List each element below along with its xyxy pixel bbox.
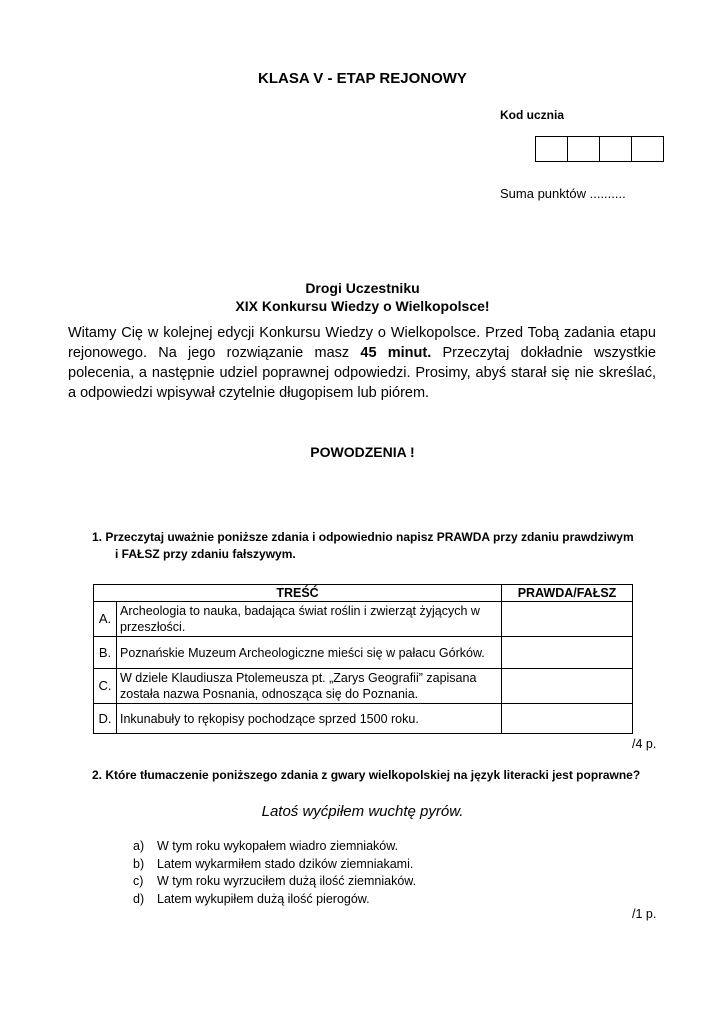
question-2-points: /1 p. <box>632 907 657 921</box>
header-prawda-falsz: PRAWDA/FAŁSZ <box>502 585 633 602</box>
answer-cell[interactable] <box>502 669 633 704</box>
row-letter: B. <box>94 637 117 669</box>
question-1-line-1: 1. Przeczytaj uważnie poniższe zdania i odpowiednio napisz PRAWDA przy zdaniu prawdziwym <box>92 530 634 544</box>
student-code-box[interactable] <box>568 137 600 161</box>
option-d[interactable] <box>133 891 416 909</box>
option-c[interactable] <box>133 873 416 891</box>
option-letter: d) <box>133 891 145 906</box>
question-1-points: /4 p. <box>632 737 657 751</box>
intro-text-2: Przeczytaj dokładnie wszystkie polecenia, a następnie udziel poprawnej odpowiedzi. Prosimy, abyś starał się nie skreślać, a odpowiedzi wpisywał czytelnie długopisem lub piórem. <box>68 345 656 401</box>
greeting-line-2: XIX Konkursu Wiedzy o Wielkopolsce! <box>235 298 490 314</box>
row-text: Inkunabuły to rękopisy pochodzące sprzed 1500 roku. <box>117 704 502 734</box>
option-text: Latem wykupiłem dużą ilość pierogów. <box>157 891 370 906</box>
dialect-sentence: Latoś wyćpiłem wuchtę pyrów. <box>261 803 464 820</box>
answer-cell[interactable] <box>502 637 633 669</box>
student-code-box[interactable] <box>536 137 568 161</box>
row-text: Poznańskie Muzeum Archeologiczne mieści się w pałacu Górków. <box>117 637 502 669</box>
option-text: W tym roku wykopałem wiadro ziemniaków. <box>157 839 399 853</box>
student-code-boxes[interactable] <box>535 136 664 162</box>
row-letter: A. <box>94 602 117 637</box>
option-letter: c) <box>133 874 144 888</box>
option-text: Latem wykarmiłem stado dzików ziemniakami. <box>157 856 414 871</box>
table-row <box>94 602 633 637</box>
table-row <box>94 704 633 734</box>
answer-cell[interactable] <box>502 602 633 637</box>
header-tresc: TREŚĆ <box>94 585 502 602</box>
answer-cell[interactable] <box>502 704 633 734</box>
option-letter: b) <box>133 856 145 871</box>
question-2: 2. Które tłumaczenie poniższego zdania z gwary wielkopolskiej na język literacki jest poprawne? <box>92 768 641 782</box>
row-letter: C. <box>94 669 117 704</box>
points-total: Suma punktów .......... <box>500 186 626 201</box>
row-text: W dziele Klaudiusza Ptolemeusza pt. „Zarys Geografii” zapisana została nazwa Posnania, odnosząca się do Poznania. <box>117 669 502 704</box>
option-letter: a) <box>133 839 145 853</box>
intro-text-1: Witamy Cię w kolejnej edycji Konkursu Wiedzy o Wielkopolsce. Przed Tobą zadania etapu rejonowego. Na jego rozwiązanie masz <box>68 325 656 361</box>
table-row <box>94 637 633 669</box>
question-1-line-2: i FAŁSZ przy zdaniu fałszywym. <box>115 547 296 561</box>
student-code-box[interactable] <box>600 137 632 161</box>
true-false-table <box>93 584 633 734</box>
option-a[interactable] <box>133 838 416 856</box>
question-1 <box>92 529 662 563</box>
table-row <box>94 669 633 704</box>
student-code-box[interactable] <box>632 137 663 161</box>
greeting-line-1: Drogi Uczestniku <box>305 280 420 296</box>
option-b[interactable] <box>133 856 416 874</box>
page-title: KLASA V - ETAP REJONOWY <box>258 70 467 87</box>
answer-options <box>133 838 416 908</box>
table-header-row <box>94 585 633 602</box>
row-text: Archeologia to nauka, badająca świat roślin i zwierząt żyjących w przeszłości. <box>117 602 502 637</box>
intro-time-limit: 45 minut. <box>360 345 432 361</box>
good-luck-heading: POWODZENIA ! <box>310 444 415 460</box>
row-letter: D. <box>94 704 117 734</box>
option-text: W tym roku wyrzuciłem dużą ilość ziemniaków. <box>157 874 417 888</box>
intro-paragraph <box>68 323 656 403</box>
student-code-label: Kod ucznia <box>500 108 565 122</box>
